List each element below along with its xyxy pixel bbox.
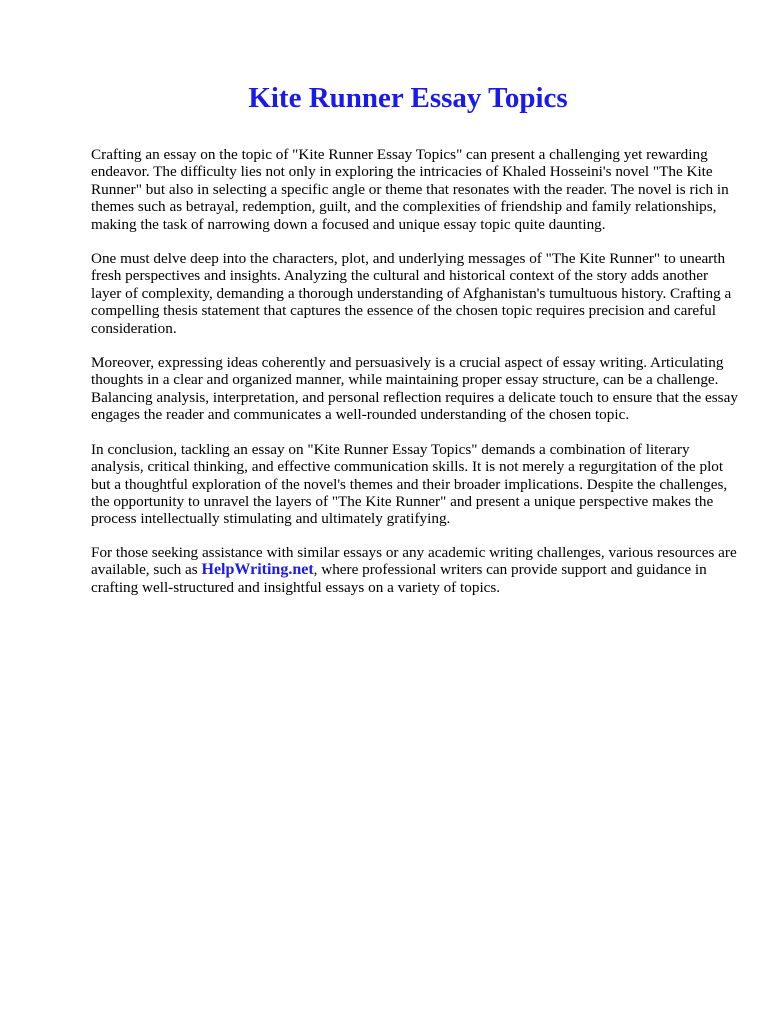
page-title: Kite Runner Essay Topics xyxy=(248,82,568,114)
paragraph-resources-lead: For those seeking assistance with similar essays or any academic writing challenges, various resources are available, such as xyxy=(91,543,737,579)
document-body xyxy=(91,146,741,613)
paragraph-conclusion: In conclusion, tackling an essay on "Kite Runner Essay Topics" demands a combination of literary analysis, critical thinking, and effective communication skills. It is not merely a regurgitation of the plot but a thoughtful exploration of the novel's themes and their broader implications. Despite the challenges, the opportunity to unravel the layers of "The Kite Runner" and present a unique perspective makes the process intellectually stimulating and ultimately gratifying. xyxy=(91,440,728,528)
paragraph-resources xyxy=(91,544,741,596)
paragraph-analysis: One must delve deep into the characters, plot, and underlying messages of "The Kite Runner" to unearth fresh perspectives and insights. Analyzing the cultural and historical context of the story adds another layer of complexity, demanding a thorough understanding of Afghanistan's tumultuous history. Crafting a compelling thesis statement that captures the essence of the chosen topic requires precision and careful consideration. xyxy=(91,250,732,337)
paragraph-resources-tail: , where professional writers can provide support and guidance in crafting well-structured and insightful essays on a variety of topics. xyxy=(91,561,707,596)
helpwriting-link[interactable]: HelpWriting.net xyxy=(201,561,314,579)
paragraph-writing-skills: Moreover, expressing ideas coherently and persuasively is a crucial aspect of essay writing. Articulating thoughts in a clear and organized manner, while maintaining proper essay structure, can be a challenge. Balancing analysis, interpretation, and personal reflection requires a delicate touch to ensure that the essay engages the reader and communicates a well-rounded understanding of the chosen topic. xyxy=(91,354,738,424)
paragraph-intro: Crafting an essay on the topic of "Kite Runner Essay Topics" can present a challenging yet rewarding endeavor. The difficulty lies not only in exploring the intricacies of Khaled Hosseini's novel "The Kite Runner" but also in selecting a specific angle or theme that resonates with the reader. The novel is rich in themes such as betrayal, redemption, guilt, and the complexities of friendship and family relationships, making the task of narrowing down a focused and unique essay topic quite daunting. xyxy=(91,146,729,233)
